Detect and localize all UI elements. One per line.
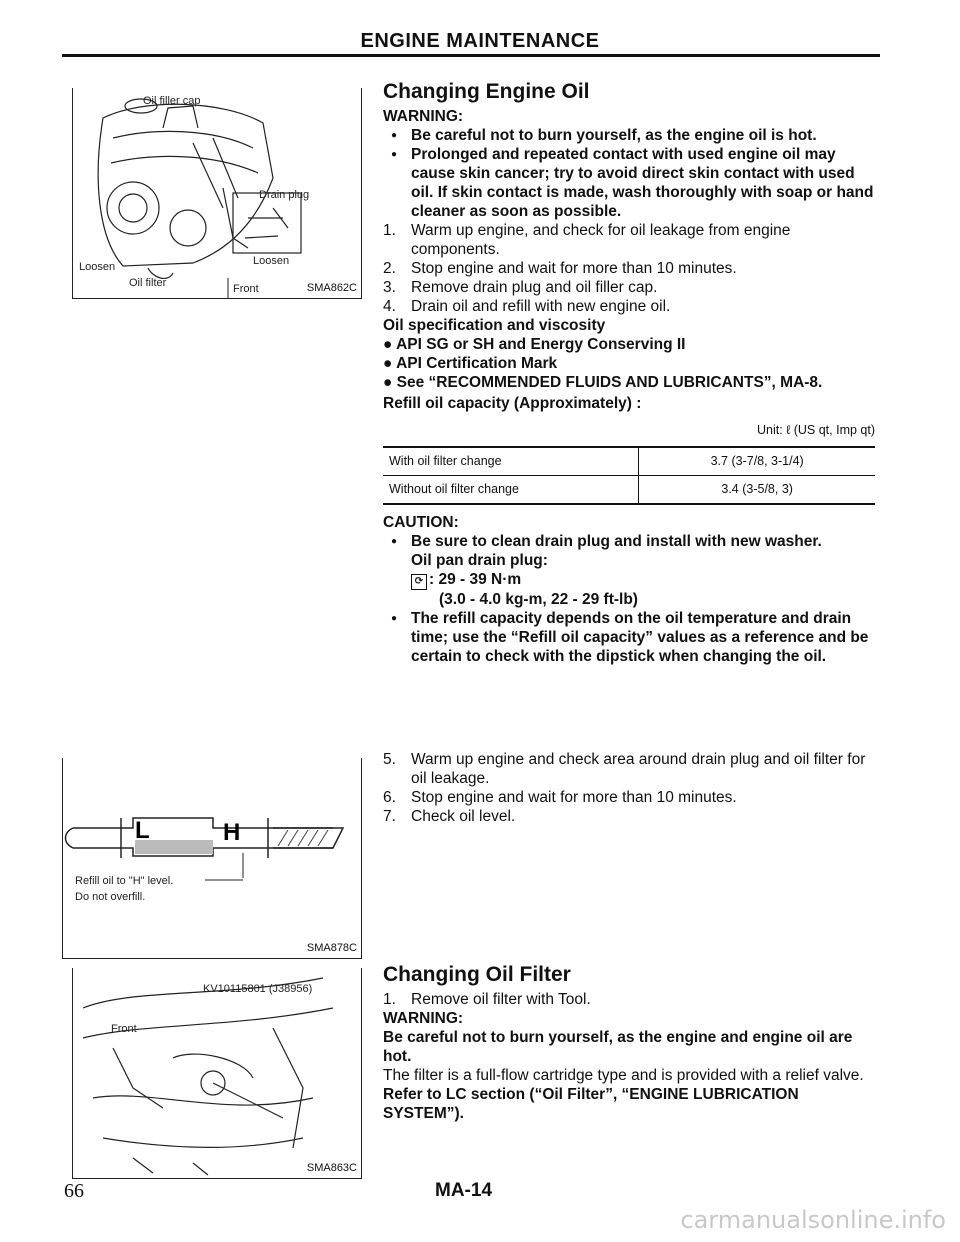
- table-cell-value: 3.7 (3-7/8, 3-1/4): [639, 447, 875, 476]
- step-text: Warm up engine and check area around drain plug and oil filter for oil leakage.: [411, 751, 866, 787]
- footer-page-number: 66: [64, 1180, 84, 1202]
- page-header: ENGINE MAINTENANCE: [360, 30, 600, 52]
- table-cell-label: With oil filter change: [389, 454, 502, 468]
- warning-item: ● Prolonged and repeated contact with used engine oil may cause skin cancer; try to avoid direct skin contact with used oil. If skin contact is made, wash thoroughly with soap or hand cleaner as soon as possible.: [383, 145, 875, 221]
- step-item: [383, 788, 875, 807]
- warning-label: WARNING:: [383, 1010, 464, 1027]
- capacity-table: [383, 446, 875, 505]
- label-loosen-left: Loosen: [79, 261, 116, 273]
- note-overfill: Do not overfill.: [75, 891, 146, 903]
- label-front: Front: [111, 1023, 137, 1035]
- label-dipstick-H: H: [223, 819, 241, 846]
- table-row: [383, 447, 875, 476]
- warning-text: Be careful not to burn yourself, as the engine and engine oil are hot.: [383, 1029, 853, 1065]
- step-number: 2.: [383, 260, 396, 277]
- caution-item: ● Be sure to clean drain plug and install with new washer.: [383, 532, 875, 551]
- step-text: Check oil level.: [411, 808, 516, 825]
- step-text: Remove drain plug and oil filler cap.: [411, 279, 658, 296]
- spec-item: ● API Certification Mark: [383, 355, 558, 372]
- body-text: The filter is a full-flow cartridge type and is provided with a relief valve.: [383, 1067, 864, 1084]
- reference-text: Refer to LC section (“Oil Filter”, “ENGINE LUBRICATION SYSTEM”).: [383, 1086, 799, 1122]
- caution-item: ● The refill capacity depends on the oil temperature and drain time; use the “Refill oil capacity” values as a reference and be certain to check with the dipstick when changing the oil.: [383, 609, 875, 666]
- spec-item: ● See “RECOMMENDED FLUIDS AND LUBRICANTS”, MA-8.: [383, 374, 823, 391]
- step-text: Stop engine and wait for more than 10 minutes.: [411, 260, 737, 277]
- label-tool-number: KV10115801 (J38956): [203, 983, 313, 995]
- step-number: 5.: [383, 751, 396, 768]
- section-title: Changing Oil Filter: [383, 963, 571, 986]
- section-title: Changing Engine Oil: [383, 80, 590, 103]
- header-rule: [62, 54, 880, 57]
- step-text: Stop engine and wait for more than 10 minutes.: [411, 789, 737, 806]
- step-number: 6.: [383, 789, 396, 806]
- figure-oil-filter-tool: [72, 968, 362, 1179]
- step-number: 4.: [383, 298, 396, 315]
- step-item: [383, 990, 875, 1009]
- step-item: [383, 297, 875, 316]
- figure-engine-oil-drain: [72, 88, 362, 299]
- label-oil-filter: Oil filter: [129, 277, 167, 289]
- step-item: [383, 259, 875, 278]
- label-drain-plug: Drain plug: [259, 189, 310, 201]
- section-changing-oil-filter: [383, 965, 875, 1123]
- figure-dipstick: [62, 758, 362, 959]
- step-text: Remove oil filter with Tool.: [411, 991, 591, 1008]
- step-text: Drain oil and refill with new engine oil.: [411, 298, 671, 315]
- warning-label: WARNING:: [383, 108, 464, 125]
- step-item: [383, 807, 875, 826]
- label-loosen-right: Loosen: [253, 255, 290, 267]
- table-cell-value: 3.4 (3-5/8, 3): [639, 476, 875, 505]
- torque-spec-alt: (3.0 - 4.0 kg-m, 22 - 29 ft-lb): [439, 591, 638, 608]
- spec-title: Oil specification and viscosity: [383, 317, 606, 334]
- step-number: 1.: [383, 991, 396, 1008]
- spec-item: ● API SG or SH and Energy Conserving II: [383, 336, 686, 353]
- step-item: [383, 221, 875, 259]
- section-changing-engine-oil: [383, 82, 875, 666]
- label-dipstick-L: L: [135, 817, 150, 844]
- step-text: Warm up engine, and check for oil leakage from engine components.: [411, 222, 791, 258]
- step-number: 3.: [383, 279, 396, 296]
- dipstick-illustration: [63, 758, 361, 958]
- note-refill: Refill oil to "H" level.: [75, 875, 174, 887]
- engine-illustration: [73, 88, 361, 298]
- figure-code: SMA878C: [306, 942, 357, 954]
- oil-filter-illustration: [73, 968, 361, 1178]
- step-number: 7.: [383, 808, 396, 825]
- step-number: 1.: [383, 222, 396, 239]
- warning-item: ● Be careful not to burn yourself, as the engine oil is hot.: [383, 126, 875, 145]
- torque-spec: ⟳ : 29 - 39 N·m: [383, 570, 875, 590]
- watermark: carmanualsonline.info: [680, 1206, 946, 1234]
- step-item: [383, 750, 875, 788]
- section-steps-continued: [383, 750, 875, 826]
- capacity-title: Refill oil capacity (Approximately) :: [383, 395, 642, 412]
- footer-section-page: MA-14: [435, 1180, 493, 1201]
- torque-icon: ⟳: [411, 574, 427, 590]
- figure-code: SMA863C: [306, 1162, 357, 1174]
- label-front: Front: [233, 283, 259, 295]
- step-item: [383, 278, 875, 297]
- figure-code: SMA862C: [306, 282, 357, 294]
- label-oil-filler-cap: Oil filler cap: [143, 95, 201, 107]
- caution-label: CAUTION:: [383, 514, 459, 531]
- drain-plug-label: Oil pan drain plug:: [411, 552, 548, 569]
- table-cell-label: Without oil filter change: [383, 476, 639, 505]
- table-row: [383, 476, 875, 505]
- unit-label: Unit: ℓ (US qt, Imp qt): [757, 423, 875, 437]
